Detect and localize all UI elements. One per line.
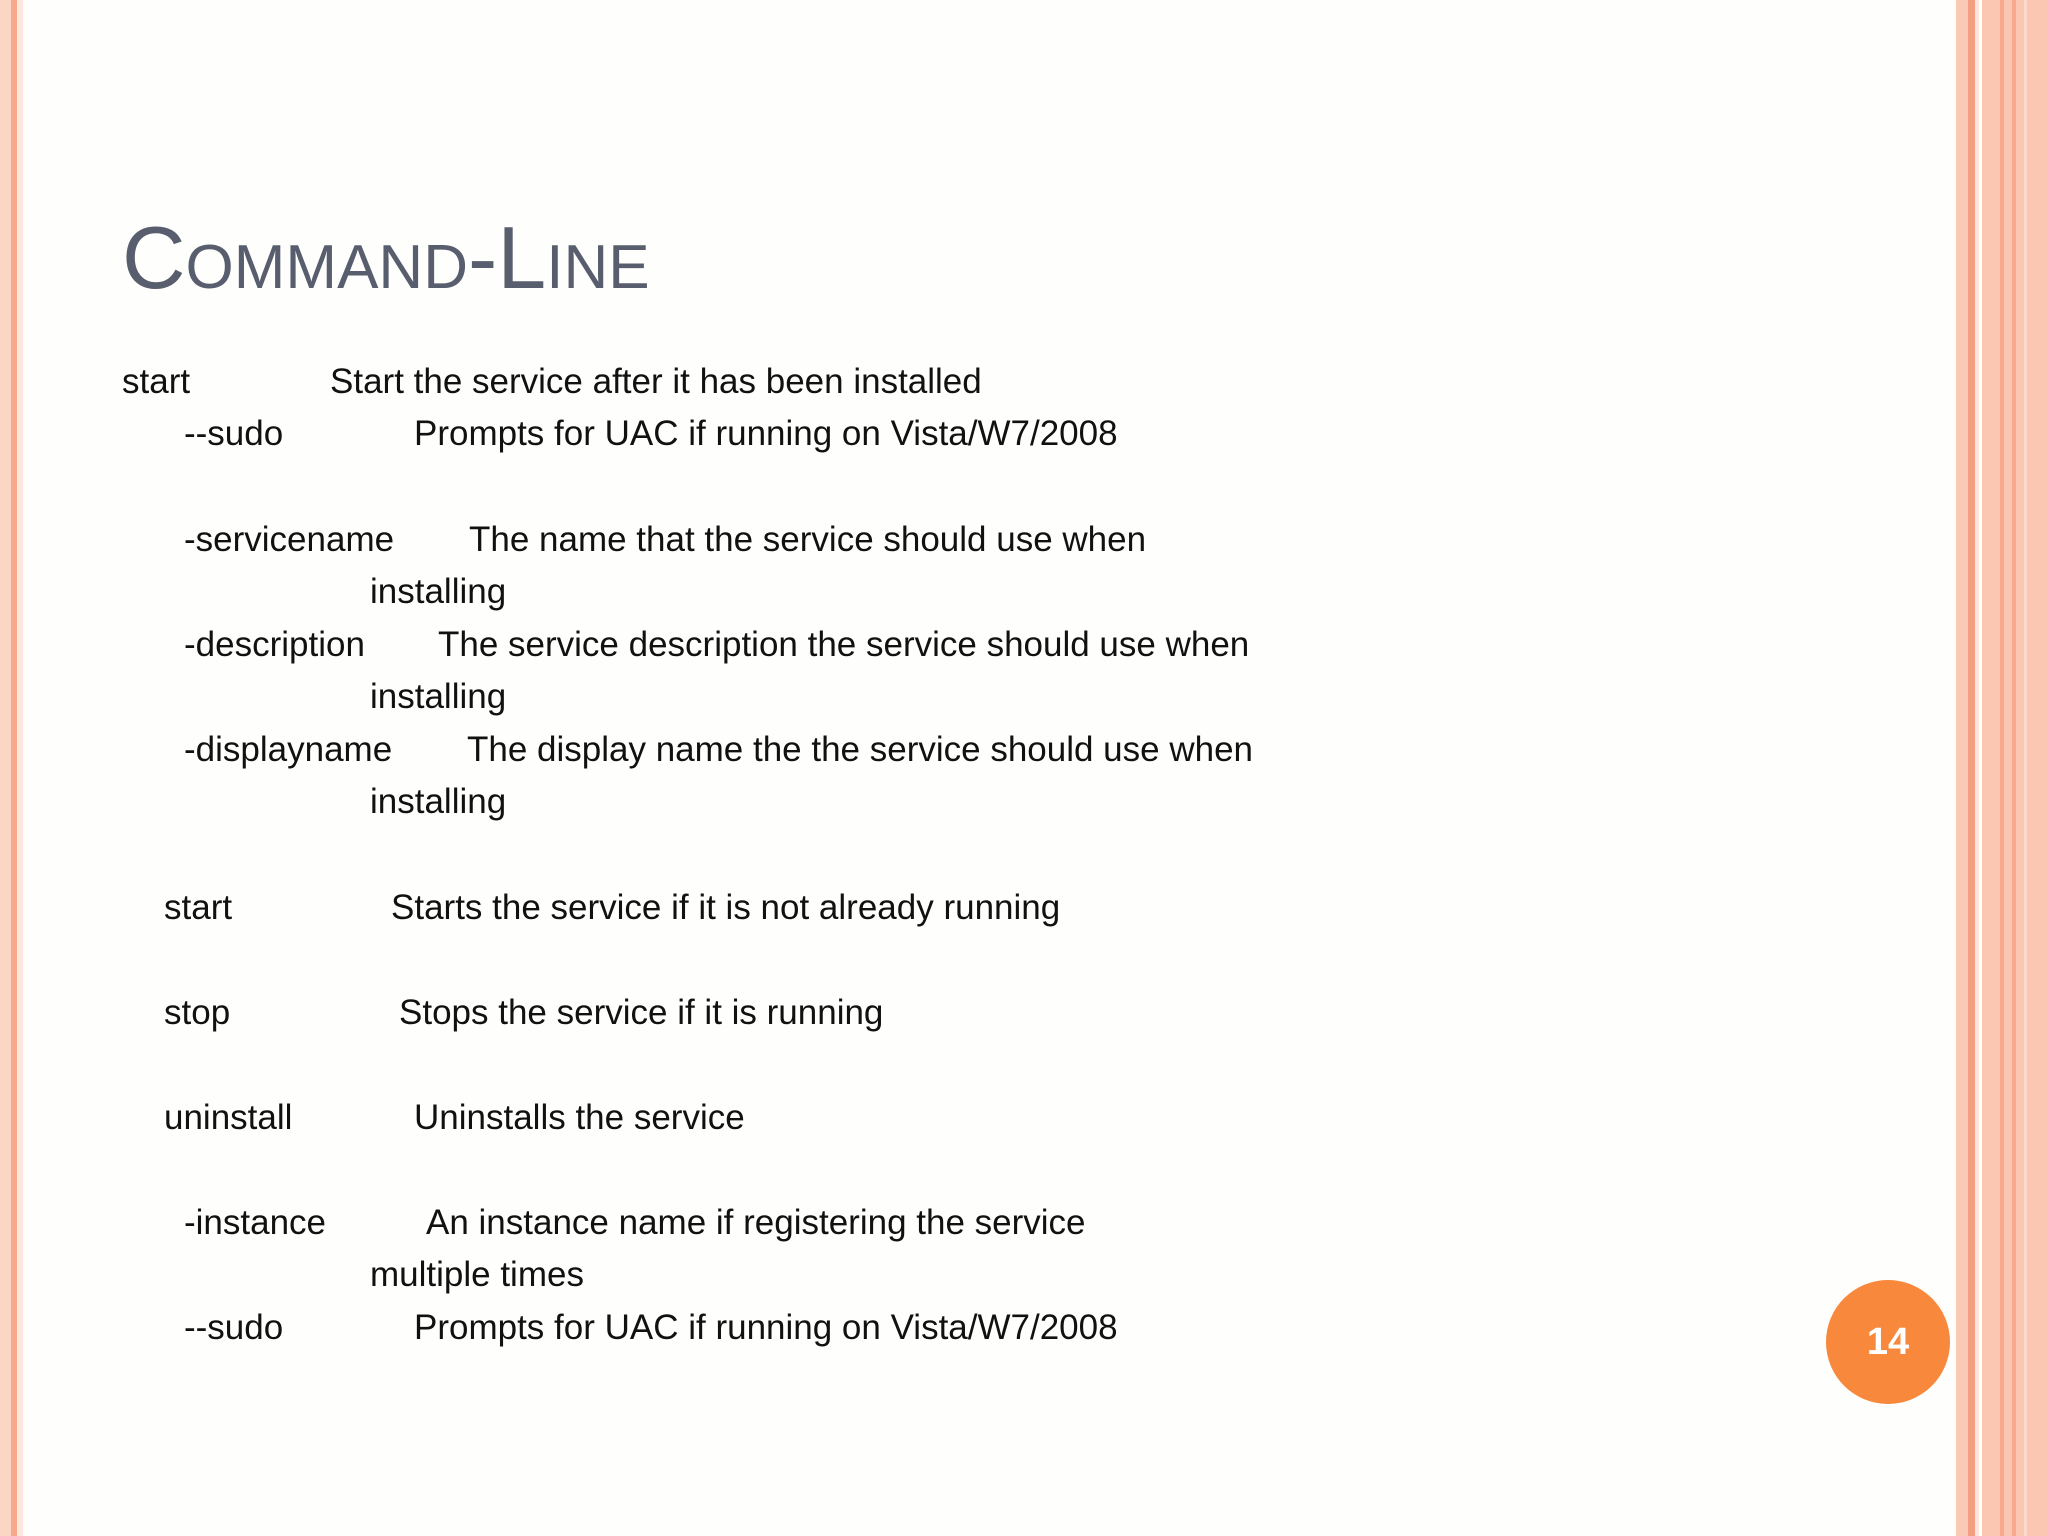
left-border-stripe: [17, 0, 23, 1536]
option-term-displayname: -displayname: [184, 730, 393, 769]
left-border-stripe: [0, 0, 11, 1536]
option-desc-sudo: Prompts for UAC if running on Vista/W7/2008: [414, 414, 1118, 453]
option-desc-start: Start the service after it has been installed: [330, 362, 982, 401]
option-desc-servicename-cont: installing: [370, 572, 507, 611]
command-desc-uninstall: Uninstalls the service: [414, 1098, 745, 1137]
command-desc-start: Starts the service if it is not already running: [391, 888, 1061, 927]
option-desc-description-cont: installing: [370, 677, 507, 716]
right-border-stripe: [1975, 0, 1979, 1536]
option-term-description: -description: [184, 625, 365, 664]
option-term-instance: -instance: [184, 1203, 327, 1242]
right-border-stripe: [2000, 0, 2004, 1536]
option-desc-instance: An instance name if registering the service: [426, 1203, 1086, 1242]
option-desc-instance-cont: multiple times: [370, 1255, 584, 1294]
slide-title: Command-Line: [122, 208, 650, 307]
right-border-stripe: [1956, 0, 1968, 1536]
page-number-badge: 14: [1826, 1280, 1950, 1404]
option-term-start: start: [122, 362, 191, 401]
command-term-uninstall: uninstall: [164, 1098, 293, 1137]
option-term-servicename: -servicename: [184, 520, 395, 559]
option-desc-description: The service description the service should use when: [438, 625, 1250, 664]
right-border-stripe: [1968, 0, 1975, 1536]
option-desc-displayname: The display name the the service should use when: [467, 730, 1254, 769]
option-desc-servicename: The name that the service should use when: [469, 520, 1147, 559]
command-term-stop: stop: [164, 993, 231, 1032]
option-term-sudo: --sudo: [184, 414, 284, 453]
option-desc-sudo-2: Prompts for UAC if running on Vista/W7/2008: [414, 1308, 1118, 1347]
command-term-start: start: [164, 888, 233, 927]
option-term-sudo-2: --sudo: [184, 1308, 284, 1347]
option-desc-displayname-cont: installing: [370, 782, 507, 821]
command-desc-stop: Stops the service if it is running: [399, 993, 884, 1032]
right-border-stripe: [2024, 0, 2027, 1536]
right-border-stripe: [2012, 0, 2016, 1536]
